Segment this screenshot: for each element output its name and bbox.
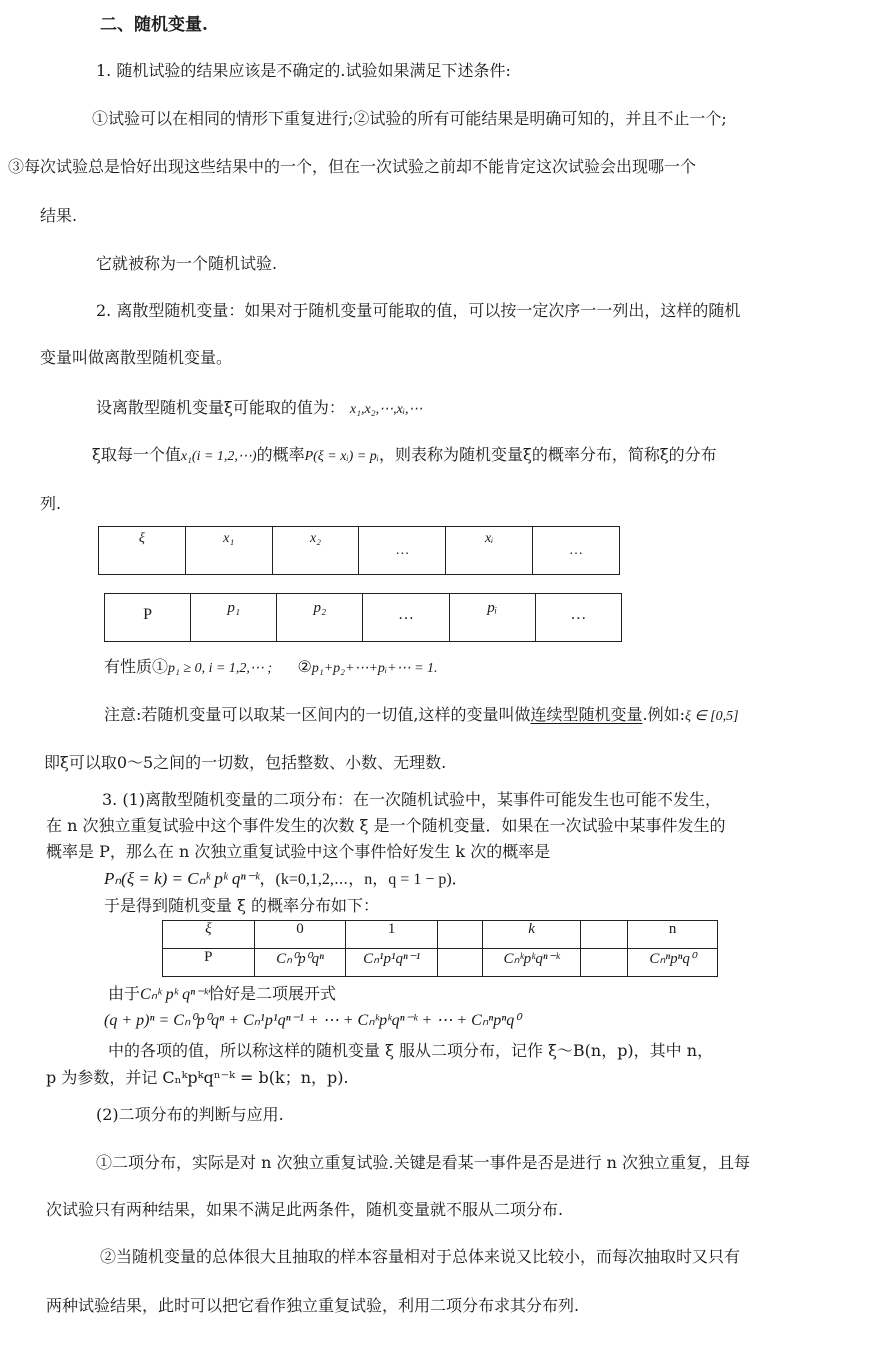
paragraph-line: 变量叫做离散型随机变量。 — [40, 348, 233, 367]
table-cell: x₁ — [185, 527, 272, 575]
table-cell: Cₙᵏpᵏqⁿ⁻ᵏ — [483, 949, 581, 977]
paragraph-line — [92, 444, 717, 468]
paragraph-line: p 为参数，并记 Cₙᵏpᵏqⁿ⁻ᵏ = b(k；n，p). — [46, 1068, 349, 1087]
table-cell: P — [105, 594, 191, 642]
paragraph-line: 于是得到随机变量 ξ 的概率分布如下： — [104, 896, 379, 915]
table-cell: P — [163, 949, 255, 977]
paragraph-line: ③每次试验总是恰好出现这些结果中的一个，但在一次试验之前却不能肯定这次试验会出现哪一个 — [8, 157, 697, 176]
table-cell — [437, 921, 482, 949]
xi-values-table — [98, 526, 620, 575]
table-cell: ξ — [163, 921, 255, 949]
paragraph-line: ②当随机变量的总体很大且抽取的样本容量相对于总体来说又比较小，而每次抽取时又只有 — [100, 1247, 741, 1266]
paragraph-line: 2. 离散型随机变量：如果对于随机变量可能取的值，可以按一定次序一一列出，这样的随机 — [96, 301, 741, 320]
paragraph-line: 在 n 次独立重复试验中这个事件发生的次数 ξ 是一个随机变量．如果在一次试验中某事件发生的 — [46, 816, 726, 835]
paragraph-line: (2)二项分布的判断与应用. — [96, 1105, 284, 1124]
binomial-expansion: (q + p)ⁿ = Cₙ⁰p⁰qⁿ + Cₙ¹p¹qⁿ⁻¹ + ⋯ + Cₙᵏpᵏqⁿ⁻ᵏ + ⋯ + Cₙⁿpⁿq⁰ — [104, 1012, 521, 1029]
table-cell: … — [535, 594, 621, 642]
table-cell: … — [359, 527, 446, 575]
paragraph-line: 1. 随机试验的结果应该是不确定的.试验如果满足下述条件: — [96, 61, 511, 80]
table-cell: x₂ — [272, 527, 359, 575]
text: ξ取每一个值 — [92, 445, 181, 464]
table-cell — [580, 949, 627, 977]
table-cell: Cₙⁿpⁿq⁰ — [628, 949, 718, 977]
paragraph-line: 它就被称为一个随机试验. — [96, 254, 278, 273]
paragraph-line: 概率是 P，那么在 n 次独立重复试验中这个事件恰好发生 k 次的概率是 — [46, 842, 551, 861]
paragraph-line: 即ξ可以取0～5之间的一切数，包括整数、小数、无理数. — [44, 753, 447, 772]
table-cell: Cₙ⁰p⁰qⁿ — [254, 949, 346, 977]
paragraph-line — [96, 397, 423, 421]
formula-line: Pₙ(ξ = k) = Cₙᵏ pᵏ qⁿ⁻ᵏ，(k=0,1,2,⋯，n，q = 1 − p)． — [104, 869, 468, 888]
paragraph-line: 列. — [40, 494, 62, 513]
table-cell: p₁ — [191, 594, 277, 642]
table-cell — [437, 949, 482, 977]
table-cell: ξ — [99, 527, 186, 575]
paragraph-line: 由于Cₙᵏ pᵏ qⁿ⁻ᵏ恰好是二项展开式 — [108, 984, 337, 1003]
note-line: 注意:若随机变量可以取某一区间内的一切值,这样的变量叫做连续型随机变量.例如:ξ ∈ [0,5] — [104, 705, 739, 724]
table-cell: … — [363, 594, 449, 642]
section-title: 二、随机变量. — [100, 15, 208, 35]
continuous-variable-term: 连续型随机变量 — [530, 705, 643, 724]
text: ，则表称为随机变量ξ的概率分布，简称ξ的分布 — [379, 445, 717, 464]
table-cell: 0 — [254, 921, 346, 949]
probability-table — [104, 593, 622, 642]
formula: x₁(i = 1,2,⋯) — [180, 449, 257, 464]
table-cell: n — [628, 921, 718, 949]
table-cell: 1 — [346, 921, 438, 949]
formula: P(ξ = xᵢ) = pᵢ — [304, 449, 380, 464]
paragraph-line: ①试验可以在相同的情形下重复进行;②试验的所有可能结果是明确可知的，并且不止一个; — [92, 109, 727, 128]
table-cell — [580, 921, 627, 949]
paragraph-line: 3. (1)离散型随机变量的二项分布：在一次随机试验中，某事件可能发生也可能不发生， — [102, 790, 722, 809]
binomial-distribution-table — [162, 920, 718, 977]
table-cell: … — [533, 527, 620, 575]
table-cell: xᵢ — [446, 527, 533, 575]
formula: x₁,x₂,⋯,xᵢ,⋯ — [349, 402, 423, 417]
paragraph-line: ①二项分布，实际是对 n 次独立重复试验.关键是看某一事件是否是进行 n 次独立重复，且每 — [96, 1153, 751, 1172]
table-cell: k — [483, 921, 581, 949]
text: 的概率 — [256, 445, 305, 464]
paragraph-line: 结果. — [40, 206, 78, 225]
table-cell: pᵢ — [449, 594, 535, 642]
paragraph-line: 两种试验结果，此时可以把它看作独立重复试验，利用二项分布求其分布列. — [46, 1296, 580, 1315]
text: 设离散型随机变量ξ可能取的值为： — [96, 398, 345, 417]
table-cell: p₂ — [277, 594, 363, 642]
table-cell: Cₙ¹p¹qⁿ⁻¹ — [346, 949, 438, 977]
properties-line: 有性质①p₁ ≥ 0, i = 1,2,⋯ ; ②p₁+p₂+⋯+pᵢ+⋯ = 1. — [104, 657, 438, 676]
paragraph-line: 中的各项的值，所以称这样的随机变量 ξ 服从二项分布，记作 ξ～B(n，p)，其中 n， — [108, 1041, 714, 1060]
paragraph-line: 次试验只有两种结果，如果不满足此两条件，随机变量就不服从二项分布. — [46, 1200, 564, 1219]
